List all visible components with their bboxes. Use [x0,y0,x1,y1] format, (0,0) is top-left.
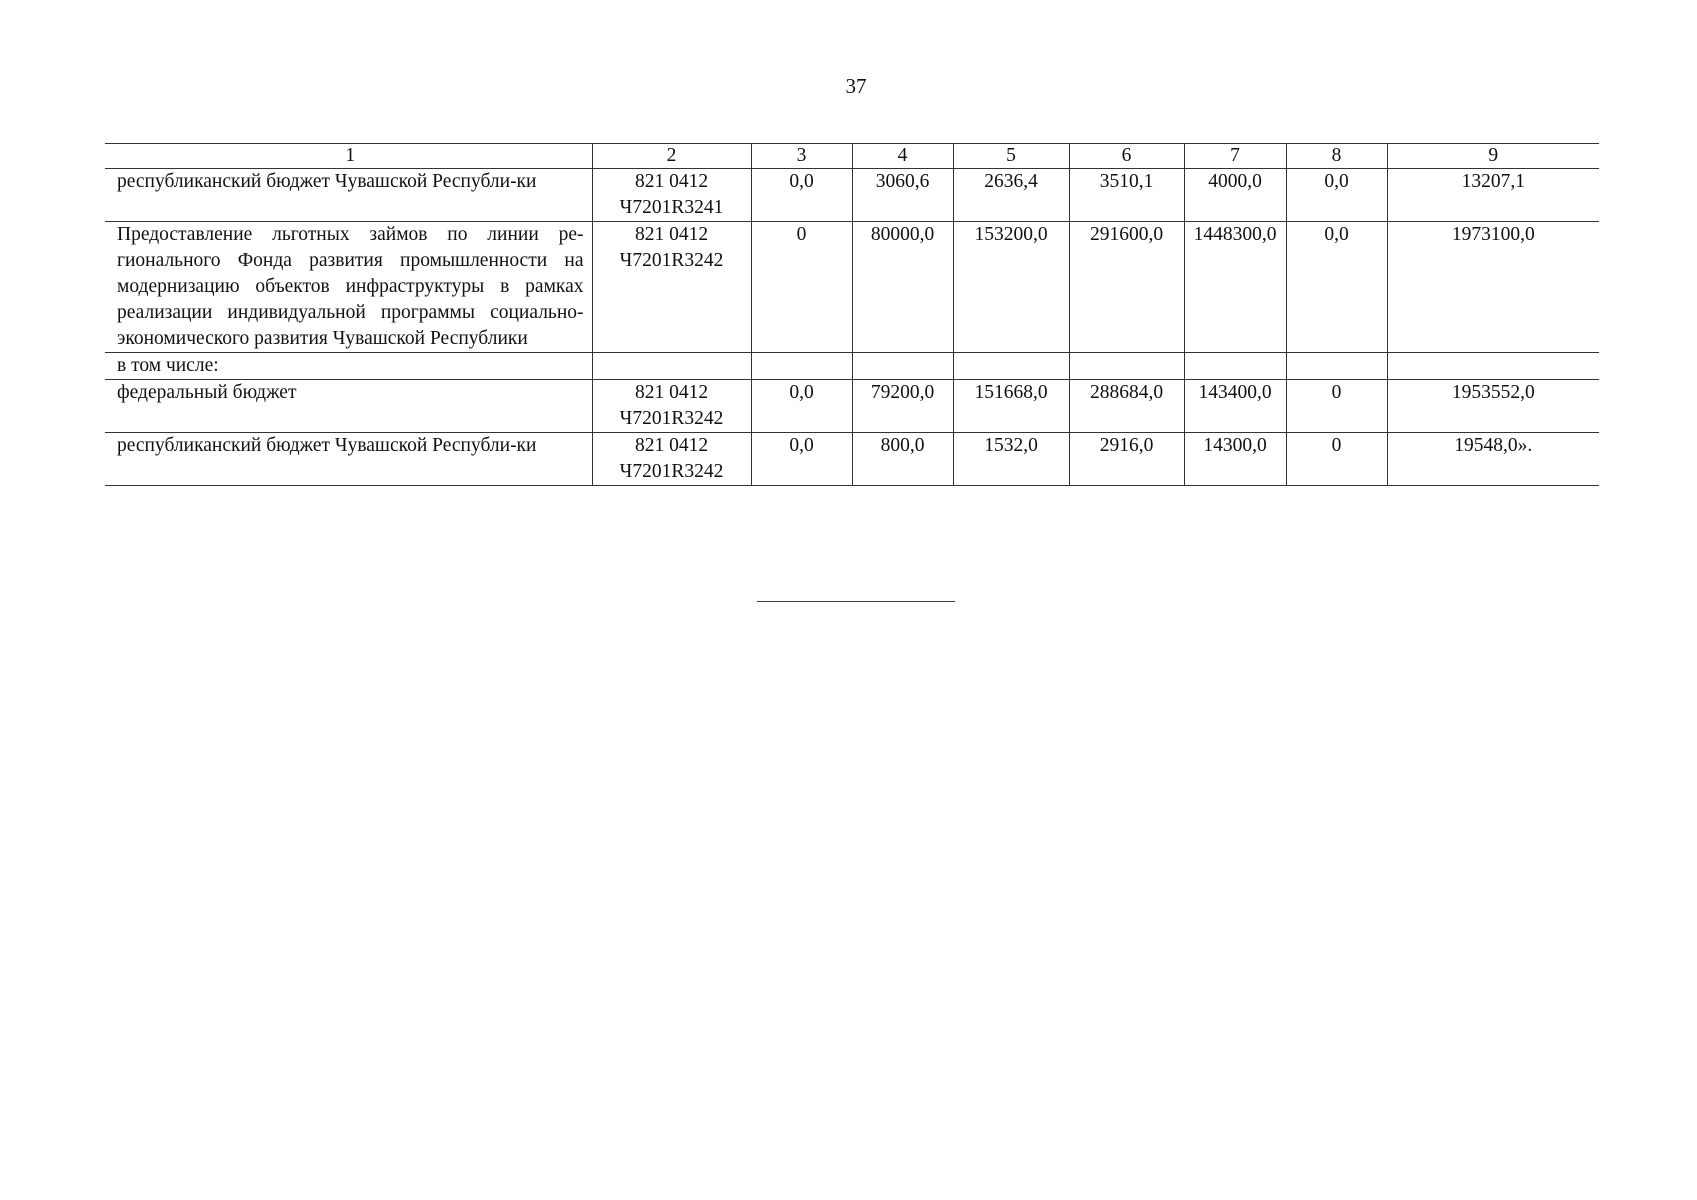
value-cell: 0,0 [1286,169,1387,222]
header-cell: 3 [751,144,852,169]
header-cell: 5 [953,144,1069,169]
table-row [105,353,1599,380]
budget-table [105,143,1599,486]
value-cell: 0,0 [1286,222,1387,353]
table-header-row [105,144,1599,169]
value-cell [1286,353,1387,380]
value-cell [1069,353,1184,380]
value-cell: 0,0 [751,169,852,222]
row-name-cell: республиканский бюджет Чувашской Республи-ки [105,169,592,222]
table-row [105,380,1599,433]
row-name-cell: Предоставление льготных займов по линии ре-гионального Фонда развития промышленности на модернизацию объектов инфраструктуры в рамках реализации индивидуальной программы социально-экономического развития Чувашской Республики [105,222,592,353]
value-cell [1184,353,1286,380]
table-row [105,169,1599,222]
value-cell: 0,0 [751,433,852,486]
total-cell: 1953552,0 [1387,380,1599,433]
value-cell: 0,0 [751,380,852,433]
total-cell: 19548,0». [1387,433,1599,486]
value-cell: 4000,0 [1184,169,1286,222]
header-cell: 8 [1286,144,1387,169]
header-cell: 1 [105,144,592,169]
code-line: 821 0412 [634,382,709,403]
value-cell: 79200,0 [852,380,953,433]
table-row [105,433,1599,486]
budget-code-cell [592,169,751,222]
code-line: 821 0412 [634,435,709,456]
value-cell: 2636,4 [953,169,1069,222]
end-of-document-rule [757,601,955,602]
total-cell: 13207,1 [1387,169,1599,222]
value-cell: 3510,1 [1069,169,1184,222]
header-cell: 9 [1387,144,1599,169]
value-cell: 1532,0 [953,433,1069,486]
header-cell: 2 [592,144,751,169]
code-line: Ч7201R3242 [619,461,724,482]
code-line: 821 0412 [634,171,709,192]
code-line: Ч7201R3241 [619,197,724,218]
value-cell: 2916,0 [1069,433,1184,486]
header-cell: 7 [1184,144,1286,169]
total-cell [1387,353,1599,380]
value-cell: 800,0 [852,433,953,486]
row-name-cell: в том числе: [105,353,592,380]
total-cell: 1973100,0 [1387,222,1599,353]
budget-code-cell [592,353,751,380]
table-row [105,222,1599,353]
value-cell: 14300,0 [1184,433,1286,486]
budget-code-cell [592,380,751,433]
value-cell: 0 [1286,433,1387,486]
value-cell: 0 [1286,380,1387,433]
value-cell [751,353,852,380]
value-cell: 1448300,0 [1184,222,1286,353]
header-cell: 6 [1069,144,1184,169]
value-cell: 80000,0 [852,222,953,353]
code-line: 821 0412 [634,224,709,245]
code-line: Ч7201R3242 [619,408,724,429]
row-name-cell: республиканский бюджет Чувашской Республи-ки [105,433,592,486]
header-cell: 4 [852,144,953,169]
value-cell: 0 [751,222,852,353]
value-cell: 151668,0 [953,380,1069,433]
page-number: 37 [845,74,867,98]
value-cell: 143400,0 [1184,380,1286,433]
value-cell: 288684,0 [1069,380,1184,433]
value-cell: 291600,0 [1069,222,1184,353]
value-cell: 153200,0 [953,222,1069,353]
budget-code-cell [592,222,751,353]
budget-code-cell [592,433,751,486]
value-cell: 3060,6 [852,169,953,222]
row-name-cell: федеральный бюджет [105,380,592,433]
value-cell [852,353,953,380]
value-cell [953,353,1069,380]
code-line: Ч7201R3242 [619,250,724,271]
